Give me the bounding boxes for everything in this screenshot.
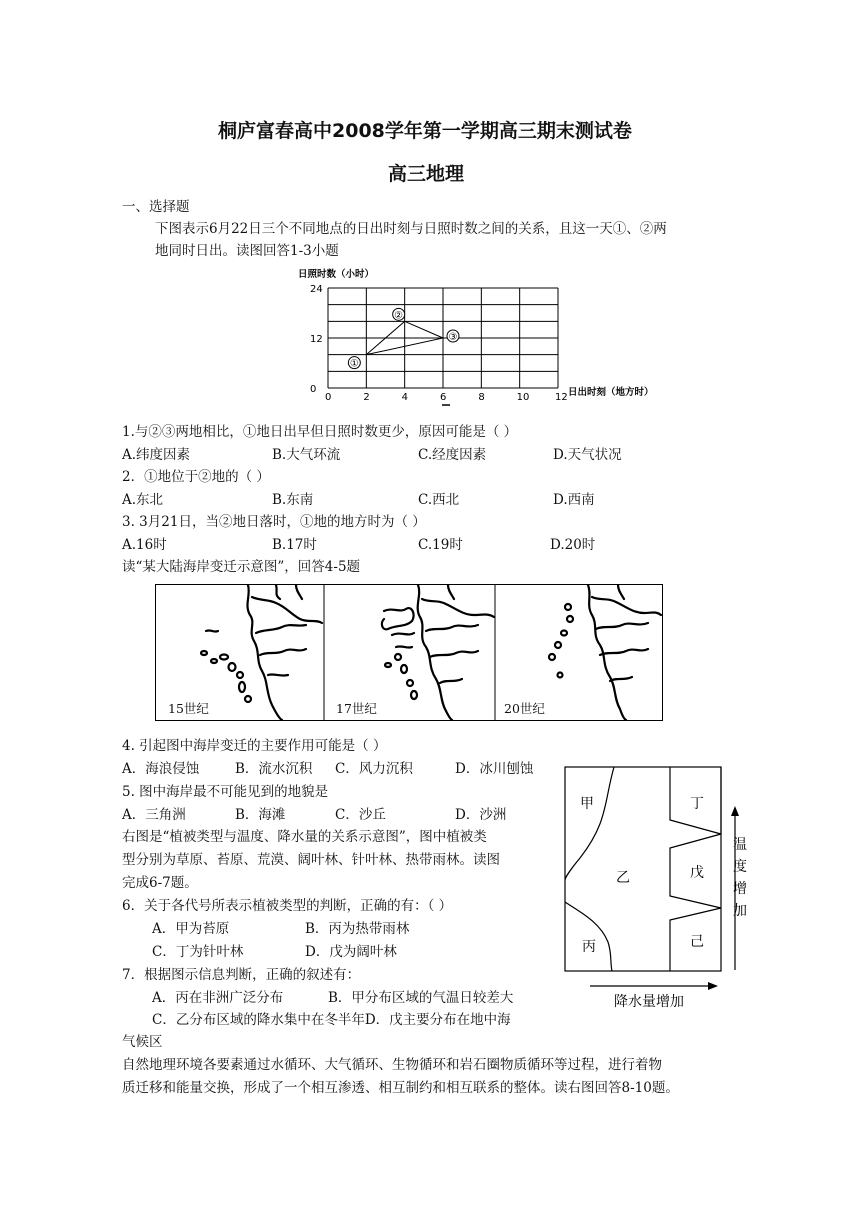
coastline-maps-panel	[155, 584, 663, 721]
zone-ji: 己	[690, 934, 704, 950]
question-2: 2．①地位于②地的（ ）	[122, 469, 270, 485]
option-4d: D．冰川刨蚀	[455, 761, 534, 777]
option-1a: A.纬度因素	[122, 447, 191, 463]
question-4: 4. 引起图中海岸变迁的主要作用可能是（ ）	[122, 738, 387, 754]
intro-text-line: 下图表示6月22日三个不同地点的日出时刻与日照时数之间的关系，且这一天①、②两	[155, 221, 667, 237]
intro-text-line: 右图是“植被类型与温度、降水量的关系示意图”，图中植被类	[122, 829, 487, 845]
y-axis-label: 日照时数（小时）	[298, 269, 375, 280]
option-2c: C.西北	[418, 492, 460, 508]
intro-text-line: 完成6-7题。	[122, 875, 198, 891]
temp-label-char: 度	[733, 859, 747, 875]
section-heading: 一、选择题	[122, 199, 190, 215]
x-tick-label: 12	[555, 392, 568, 403]
option-5c: C．沙丘	[335, 807, 386, 823]
option-3d: D.20时	[550, 537, 596, 553]
option-2b: B.东南	[272, 492, 314, 508]
option-6d: D．戊为阔叶林	[305, 944, 397, 960]
option-4c: C．风力沉积	[335, 761, 413, 777]
option-6b: B．丙为热带雨林	[305, 921, 410, 937]
x-tick-label: 0	[325, 392, 332, 403]
closing-text-line: 自然地理环境各要素通过水循环、大气循环、生物循环和岩石圈物质循环等过程，进行着物	[122, 1057, 662, 1073]
data-point-label: ③	[448, 332, 458, 343]
question-6: 6．关于各代号所表示植被类型的判断，正确的有：（ ）	[122, 898, 453, 914]
option-2d: D.西南	[553, 492, 595, 508]
option-5a: A．三角洲	[122, 807, 186, 823]
option-6c: C．丁为针叶林	[152, 944, 244, 960]
option-5b: B．海滩	[235, 807, 286, 823]
x-tick-label: 4	[401, 392, 409, 403]
vegetation-diagram	[560, 762, 760, 1012]
x-tick-label: 6	[440, 392, 447, 403]
x-tick-label: 8	[478, 392, 485, 403]
option-3c: C.19时	[418, 537, 463, 553]
question-7: 7．根据图示信息判断，正确的叙述有：	[122, 967, 361, 983]
option-7b: B．甲分布区域的气温日较差大	[328, 990, 514, 1006]
y-tick-label: 24	[310, 284, 323, 295]
map-label-15th: 15世纪	[168, 701, 209, 716]
question-5: 5. 图中海岸最不可能见到的地貌是	[122, 784, 329, 800]
data-point-label: ①	[349, 358, 359, 370]
zone-wu: 戊	[690, 865, 704, 881]
option-4a: A．海浪侵蚀	[122, 761, 200, 777]
x-tick-label: 2	[363, 392, 370, 403]
x-tick-label: 10	[516, 392, 530, 403]
option-2a: A.东北	[122, 492, 164, 508]
option-1c: C.经度因素	[418, 447, 487, 463]
option-1d: D.天气状况	[553, 447, 622, 463]
zone-yi: 乙	[616, 870, 630, 886]
zone-bing: 丙	[582, 939, 596, 955]
x-axis-label: 日出时刻（地方时）	[568, 387, 654, 398]
coastline-map-15th-century	[201, 585, 322, 720]
option-1b: B.大气环流	[272, 447, 341, 463]
option-3b: B.17时	[272, 537, 317, 553]
rain-label: 降水量增加	[614, 994, 684, 1010]
coastline-map-17th-century	[382, 585, 494, 720]
zone-ding: 丁	[690, 796, 704, 812]
page-subtitle: 高三地理	[388, 163, 465, 185]
map-label-20th: 20世纪	[504, 701, 545, 716]
zone-jia: 甲	[580, 796, 594, 812]
option-5d: D．沙洲	[455, 807, 507, 823]
intro-text-line: 型分别为草原、苔原、荒漠、阔叶林、针叶林、热带雨林。读图	[122, 852, 500, 868]
option-6a: A．甲为苔原	[152, 921, 230, 937]
read-instruction: 读“某大陆海岸变迁示意图”，回答4-5题	[122, 559, 361, 575]
temp-label-char: 加	[733, 903, 747, 919]
question-1: 1.与②③两地相比，①地日出早但日照时数更少，原因可能是（ ）	[122, 424, 518, 440]
temp-label-char: 温	[733, 837, 747, 853]
temp-label-char: 增	[733, 881, 747, 897]
option-7a: A．丙在非洲广泛分布	[152, 990, 284, 1006]
coastline-map-20th-century	[549, 585, 661, 720]
closing-text-line: 质迁移和能量交换，形成了一个相互渗透、相互制约和相互联系的整体。读右图回答8-10题。	[122, 1080, 679, 1096]
option-3a: A.16时	[122, 537, 167, 553]
page-title: 桐庐富春高中2008学年第一学期高三期末测试卷	[218, 120, 632, 142]
map-label-17th: 17世纪	[336, 701, 377, 716]
option-7-wrap: 气候区	[122, 1034, 163, 1050]
question-3: 3. 3月21日，当②地日落时，①地的地方时为（ ）	[122, 514, 426, 530]
y-tick-label: 0	[310, 384, 317, 395]
sunrise-daylight-chart	[290, 262, 680, 412]
y-tick-label: 12	[310, 334, 323, 345]
option-7cd: C．乙分布区域的降水集中在冬半年D．戊主要分布在地中海	[152, 1012, 511, 1028]
intro-text-line: 地同时日出。读图回答1-3小题	[155, 243, 339, 259]
option-4b: B．流水沉积	[235, 761, 313, 777]
data-point-label: ②	[394, 310, 404, 322]
